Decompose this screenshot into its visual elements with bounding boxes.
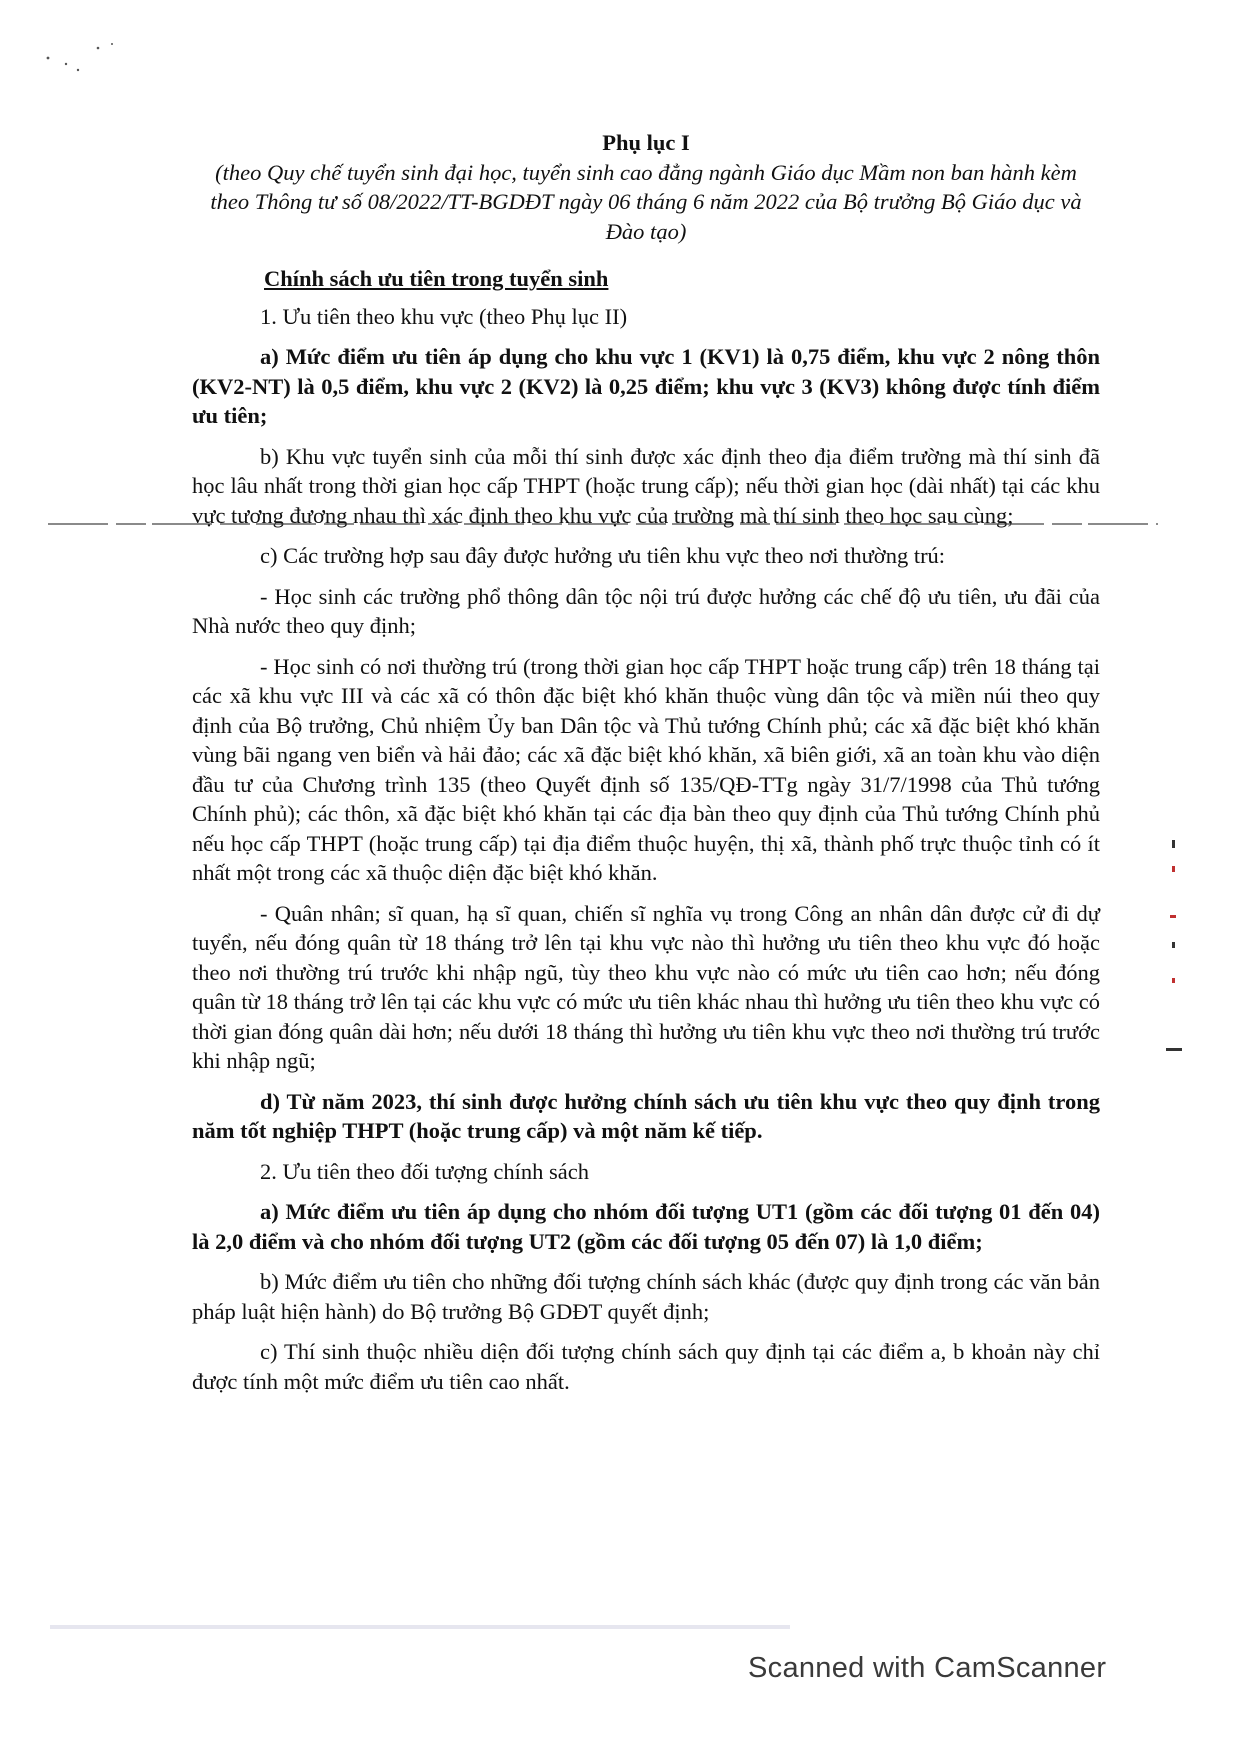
paragraph-residence-cases: c) Các trường hợp sau đây được hưởng ưu tiên khu vực theo nơi thường trú: bbox=[260, 543, 946, 568]
document-body bbox=[192, 128, 1100, 1407]
paragraph-boarding-students: - Học sinh các trường phổ thông dân tộc nội trú được hưởng các chế độ ưu tiên, ưu đãi của Nhà nước theo quy định; bbox=[192, 583, 1100, 638]
paragraph-admission-region: b) Khu vực tuyển sinh của mỗi thí sinh được xác định theo địa điểm trường mà thí sinh đã học lâu nhất trong thời gian học cấp THPT (hoặc trung cấp); nếu thời gian học (dài nhất) tại các khu vực tương đương nhau thì xác định theo khu vực của trường mà thí sinh theo học sau cùng; bbox=[192, 443, 1100, 528]
paragraph-multiple-policy: c) Thí sinh thuộc nhiều diện đối tượng chính sách quy định tại các điểm a, b khoản này chỉ được tính một mức điểm ưu tiên cao nhất. bbox=[192, 1339, 1100, 1394]
paragraph-difficult-communes: - Học sinh có nơi thường trú (trong thời gian học cấp THPT hoặc trung cấp) trên 18 tháng tại các xã khu vực III và các xã có thôn đặc biệt khó khăn thuộc vùng dân tộc và miền núi theo quy định của Bộ trưởng, Chủ nhiệm Ủy ban Dân tộc và Thủ tướng Chính phủ; các xã đặc biệt khó khăn vùng bãi ngang ven biển và hải đảo; các xã đặc biệt khó khăn, xã biên giới, xã an toàn khu vào diện đầu tư của Chương trình 135 (theo Quyết định số 135/QĐ-TTg ngày 31/7/1998 của Thủ tướng Chính phủ); các thôn, xã đặc biệt khó khăn tại các địa bàn theo quy định của Thủ tướng Chính phủ nếu học cấp THPT (hoặc trung cấp) tại địa điểm thuộc huyện, thị xã, thành phố trực thuộc tỉnh có ít nhất một trong các xã thuộc diện đặc biệt khó khăn. bbox=[192, 653, 1100, 885]
appendix-title: Phụ lục I bbox=[602, 130, 690, 155]
appendix-subtitle: (theo Quy chế tuyển sinh đại học, tuyển sinh cao đẳng ngành Giáo dục Mầm non ban hành kèm theo Thông tư số 08/2022/TT-BGDĐT ngày 06 tháng 6 năm 2022 của Bộ trưởng Bộ Giáo dục và Đào tạo) bbox=[210, 159, 1082, 244]
scan-fold-line bbox=[48, 523, 1158, 525]
camscanner-watermark: Scanned with CamScanner bbox=[748, 1652, 1107, 1684]
section-heading: Chính sách ưu tiên trong tuyển sinh bbox=[264, 266, 609, 291]
paragraph-other-policy: b) Mức điểm ưu tiên cho những đối tượng chính sách khác (được quy định trong các văn bản pháp luật hiện hành) do Bộ trưởng Bộ GDĐT quyết định; bbox=[192, 1269, 1100, 1324]
paragraph-military: - Quân nhân; sĩ quan, hạ sĩ quan, chiến sĩ nghĩa vụ trong Công an nhân dân được cử đi dự tuyển, nếu đóng quân từ 18 tháng trở lên tại khu vực nào thì hưởng ưu tiên theo khu vực đó hoặc theo nơi thường trú trước khi nhập ngũ, tùy theo khu vực nào có mức ưu tiên cao hơn; nếu đóng quân từ 18 tháng trở lên tại các khu vực có mức ưu tiên khác nhau thì hưởng ưu tiên theo khu vực có thời gian đóng quân dài hơn; nếu dưới 18 tháng thì hưởng ưu tiên khu vực theo nơi thường trú trước khi nhập ngũ; bbox=[192, 900, 1100, 1073]
paragraph-from-2023: d) Từ năm 2023, thí sinh được hưởng chính sách ưu tiên khu vực theo quy định trong năm tốt nghiệp THPT (hoặc trung cấp) và một năm kế tiếp. bbox=[192, 1088, 1100, 1143]
paragraph-regional-points: a) Mức điểm ưu tiên áp dụng cho khu vực 1 (KV1) là 0,75 điểm, khu vực 2 nông thôn (KV2-NT) là 0,5 điểm, khu vực 2 (KV2) là 0,25 điểm; khu vực 3 (KV3) không được tính điểm ưu tiên; bbox=[192, 344, 1100, 428]
paragraph-regional-priority: 1. Ưu tiên theo khu vực (theo Phụ lục II) bbox=[260, 303, 628, 329]
paragraph-policy-points: a) Mức điểm ưu tiên áp dụng cho nhóm đối tượng UT1 (gồm các đối tượng 01 đến 04) là 2,0 điểm và cho nhóm đối tượng UT2 (gồm các đối tượng 05 đến 07) là 1,0 điểm; bbox=[192, 1199, 1100, 1254]
scan-bottom-artifact bbox=[50, 1624, 790, 1630]
margin-ink-marks bbox=[1160, 840, 1200, 1060]
paragraph-policy-priority: 2. Ưu tiên theo đối tượng chính sách bbox=[260, 1158, 589, 1184]
scan-speck-marks bbox=[40, 40, 140, 80]
